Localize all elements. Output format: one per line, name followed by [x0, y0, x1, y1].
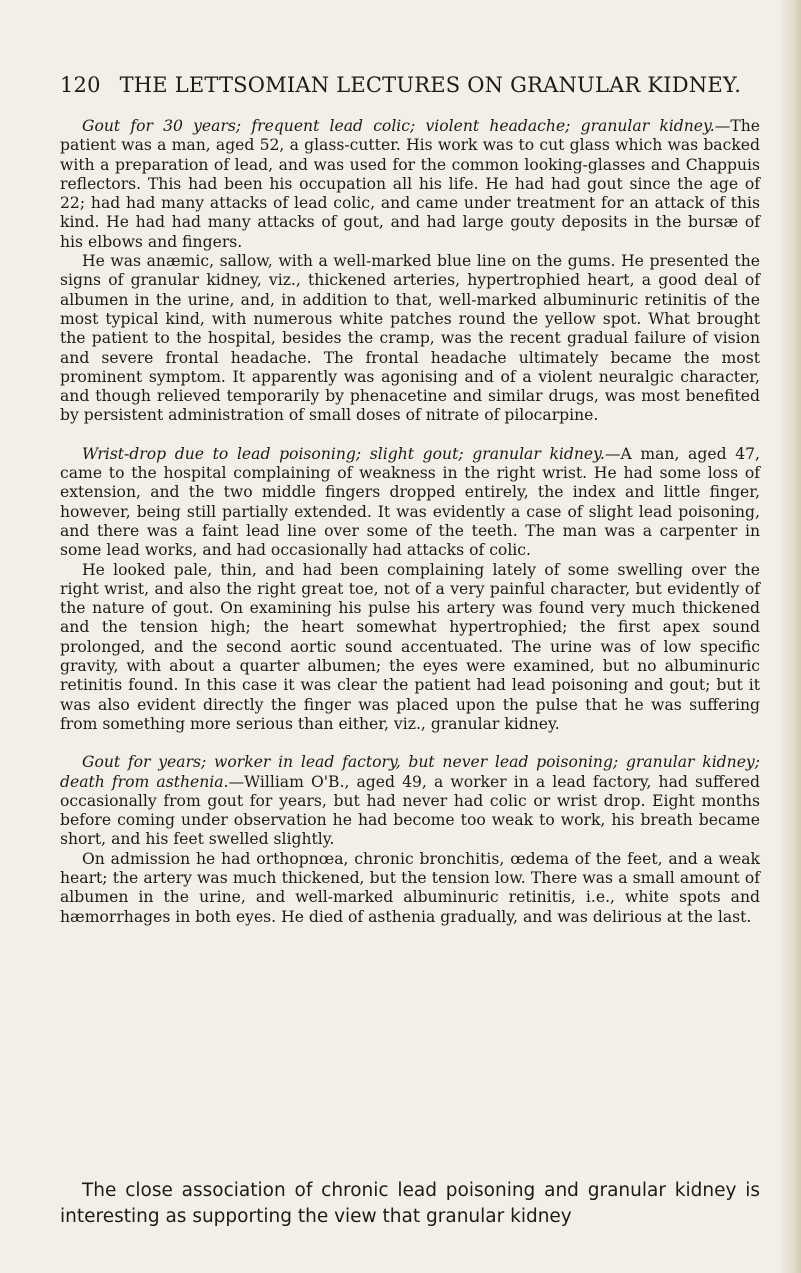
case-1-paragraph-2: He was anæmic, sallow, with a well-marked blue line on the gums. He presented the signs of granular kidney, viz., thickened arteries, hypertrophied heart, a good deal of albumen in the urine, and, in addition to that, well-marked albuminuric retinitis of the most typical kind, with numerous white patches round the yellow spot. What brought the patient to the hospital, besides the cramp, was the recent gradual failure of vision and severe frontal headache. The frontal headache ultimately became the most prominent symptom. It apparently was agonising and of a violent neuralgic character, and though relieved temporarily by phenacetine and similar drugs, was most benefited by persistent administration of small doses of nitrate of pilocarpine. [60, 252, 760, 425]
page-body [60, 117, 760, 927]
page-edge-shadow [779, 0, 801, 1273]
case-1-paragraph-1: Gout for 30 years; frequent lead colic; violent headache; granular kidney.—The patient was a man, aged 52, a glass-cutter. His work was to cut glass which was backed with a preparation of lead, and was used for the common looking-glasses and Chappuis reflectors. This had been his occupation all his life. He had had gout since the age of 22; had had many attacks of lead colic, and came under treatment for an attack of this kind. He had had many attacks of gout, and had large gouty deposits in the bursæ of his elbows and fingers. [60, 117, 760, 251]
case-3-text-1: William O'B., aged 49, a worker in a lead factory, had suffered occasionally from gout for years, but had never had colic or wrist drop. Eight months before coming under observation he had become too weak to work, his breath became short, and his feet swelled slightly. [60, 772, 760, 849]
page-number: 120 [60, 73, 101, 97]
case-2-paragraph-2: He looked pale, thin, and had been complaining lately of some swelling over the right wrist, and also the right great toe, not of a very painful character, but evidently of the nature of gout. On examining his pulse his artery was found very much thickened and the tension high; the heart somewhat hypertrophied; the first apex sound prolonged, and the second aortic sound accentuated. The urine was of low specific gravity, with about a quarter albumen; the eyes were examined, but no albuminuric retinitis found. In this case it was clear the patient had lead poisoning and gout; but it was also evident directly the finger was placed upon the pulse that he was suffering from something more serious than either, viz., granular kidney. [60, 560, 760, 733]
case-3-title: Gout for years; worker in lead factory, but never lead poisoning; granular kidney; death from asthenia. [60, 753, 760, 791]
running-title: THE LETTSOMIAN LECTURES ON GRANULAR KIDNEY. [119, 73, 742, 97]
case-3-paragraph-2: On admission he had orthopnœa, chronic bronchitis, œdema of the feet, and a weak heart; the artery was much thickened, but the tension low. There was a small amount of albumen in the urine, and well-marked albuminuric retinitis, i.e., white spots and hæmorrhages in both eyes. He died of asthenia gradually, and was delirious at the last. [60, 849, 760, 926]
case-2-paragraph-1: Wrist-drop due to lead poisoning; slight gout; granular kidney.—A man, aged 47, came to the hospital complaining of weakness in the right wrist. He had some loss of extension, and the two middle fingers dropped entirely, the index and little finger, however, being still partially extended. It was evidently a case of slight lead poisoning, and there was a faint lead line over some of the teeth. The man was a carpenter in some lead works, and had occasionally had attacks of colic. [60, 444, 760, 560]
case-1-text-1: The patient was a man, aged 52, a glass-cutter. His work was to cut glass which was backed with a preparation of lead, and was used for the common looking-glasses and Chappuis reflectors. This had been his occupation all his life. He had had gout since the age of 22; had had many attacks of lead colic, and came under treatment for an attack of this kind. He had had many attacks of gout, and had large gouty deposits in the bursæ of his elbows and fingers. [60, 117, 760, 251]
closing-section [60, 1178, 760, 1230]
closing-paragraph: The close association of chronic lead poisoning and granular kidney is interesting as supporting the view that granular kidney [60, 1180, 760, 1227]
case-1-title: Gout for 30 years; frequent lead colic; violent headache; granular kidney. [82, 117, 715, 135]
case-2-title: Wrist-drop due to lead poisoning; slight gout; granular kidney. [82, 444, 605, 463]
case-3-paragraph-1: Gout for years; worker in lead factory, but never lead poisoning; granular kidney; death from asthenia.—William O'B., aged 49, a worker in a lead factory, had suffered occasionally from gout for years, but had never had colic or wrist drop. Eight months before coming under observation he had become too weak to work, his breath became short, and his feet swelled slightly. [60, 753, 760, 849]
running-header [60, 73, 750, 97]
case-2-text-1: A man, aged 47, came to the hospital complaining of weakness in the right wrist. He had some loss of extension, and the two middle fingers dropped entirely, the index and little finger, however, being still partially extended. It was evidently a case of slight lead poisoning, and there was a faint lead line over some of the teeth. The man was a carpenter in some lead works, and had occasionally had attacks of colic. [60, 444, 760, 560]
